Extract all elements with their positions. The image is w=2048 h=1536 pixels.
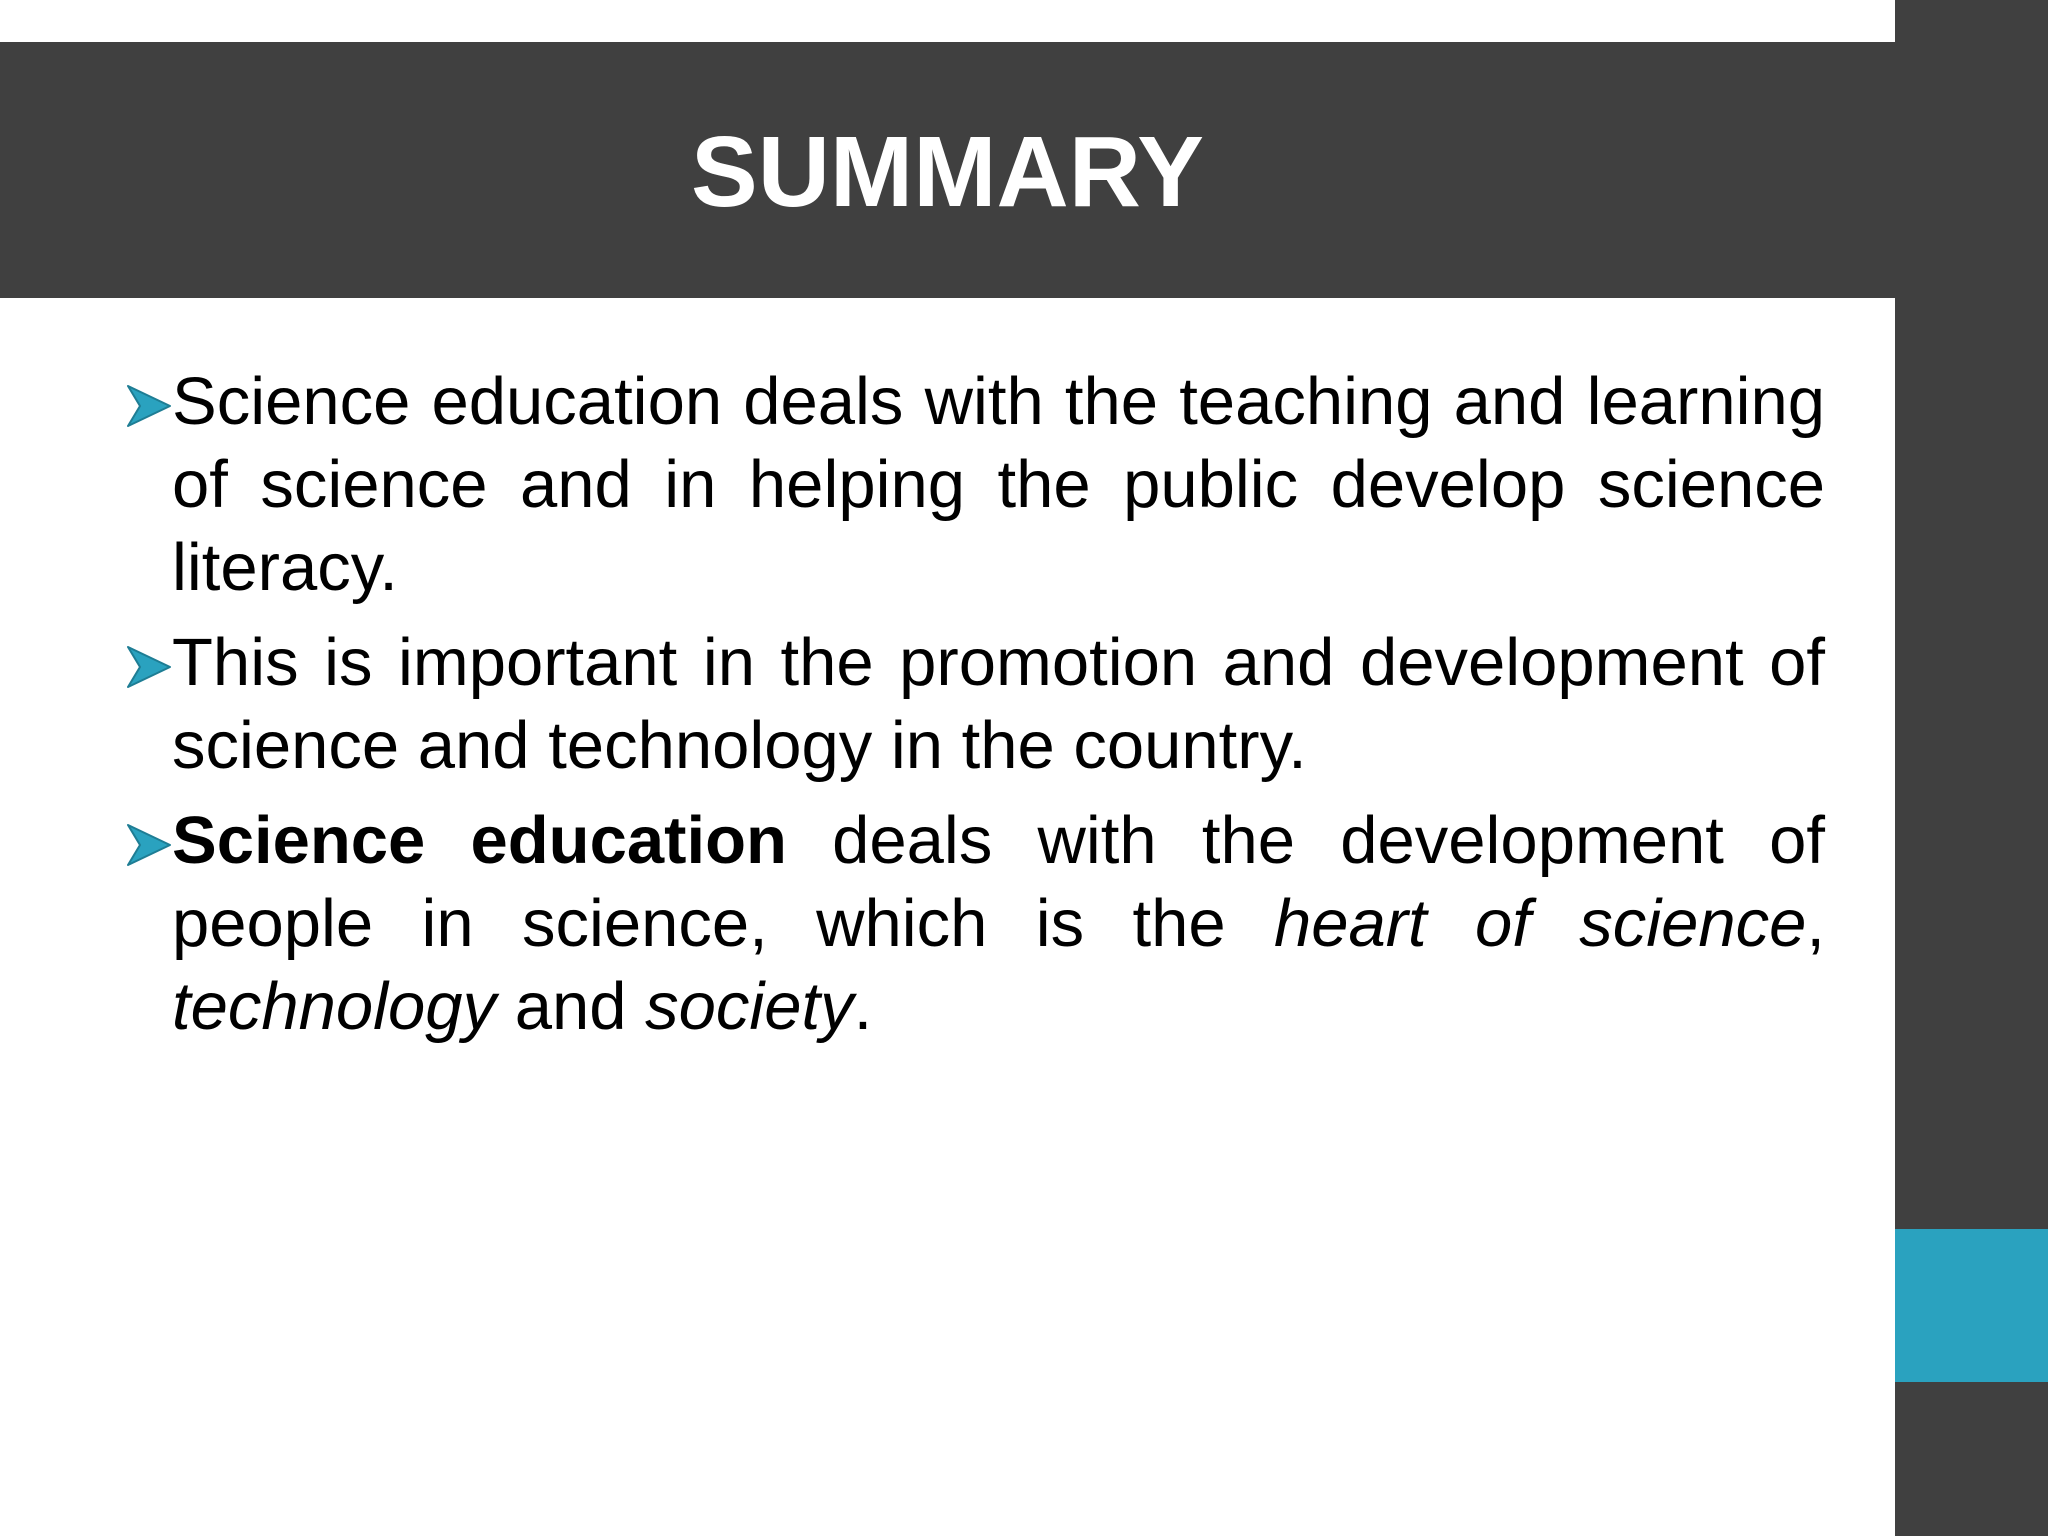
italic-text-society: society xyxy=(645,969,854,1044)
period-text: . xyxy=(853,969,873,1044)
bullet-text-middle: deals with the development of people in science, which is the xyxy=(172,803,1825,961)
arrow-bullet-icon xyxy=(124,821,172,869)
bold-lead-text: Science education xyxy=(172,803,787,878)
arrow-bullet-icon xyxy=(124,643,172,691)
accent-block xyxy=(1895,1229,2048,1382)
arrow-bullet-icon xyxy=(124,382,172,430)
and-text: and xyxy=(496,969,646,1044)
italic-text-technology: technology xyxy=(172,969,497,1044)
bullet-list xyxy=(120,360,1825,1060)
bullet-item-3 xyxy=(120,799,1825,1048)
bullet-item-1 xyxy=(120,360,1825,609)
bullet-text: This is important in the promotion and development of science and technology in the country. xyxy=(172,625,1825,783)
bullet-item-2 xyxy=(120,621,1825,787)
slide-title: SUMMARY xyxy=(691,116,1204,228)
italic-text-heart-of-science: heart of science xyxy=(1273,886,1807,961)
title-bar xyxy=(0,42,1895,298)
comma-text: , xyxy=(1806,886,1826,961)
bullet-text: Science education deals with the teaching and learning of science and in helping the public develop science literacy. xyxy=(172,364,1825,605)
